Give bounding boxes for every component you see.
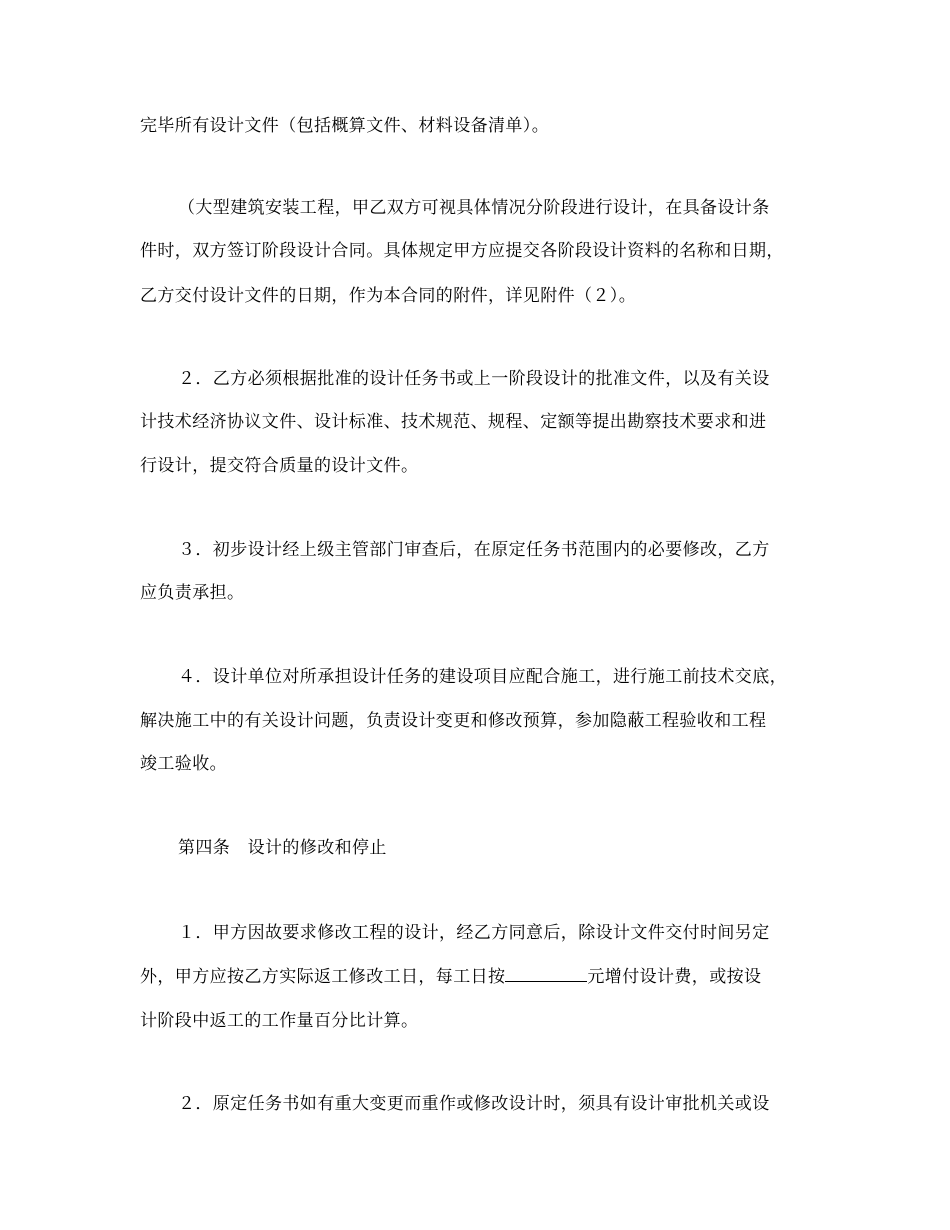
fill-in-blank: [505, 967, 587, 982]
paragraph-line: 计阶段中返工的工作量百分比计算。: [140, 1011, 419, 1031]
paragraph-line: 件时，双方签订阶段设计合同。具体规定甲方应提交各阶段设计资料的名称和日期，: [140, 241, 784, 261]
paragraph-line: 应负责承担。: [140, 583, 245, 603]
paragraph-line: １．甲方因故要求修改工程的设计，经乙方同意后，除设计文件交付时间另定: [178, 923, 770, 943]
paragraph-line: 竣工验收。: [140, 754, 227, 774]
paragraph-line: ３．初步设计经上级主管部门审查后，在原定任务书范围内的必要修改，乙方: [178, 540, 770, 560]
paragraph-line: 行设计，提交符合质量的设计文件。: [140, 456, 419, 476]
paragraph-line: [140, 967, 761, 987]
paragraph-line: ４．设计单位对所承担设计任务的建设项目应配合施工，进行施工前技术交底，: [178, 667, 787, 687]
paragraph-line: ２．乙方必须根据批准的设计任务书或上一阶段设计的批准文件，以及有关设: [178, 369, 770, 389]
paragraph-line: ２．原定任务书如有重大变更而重作或修改设计时，须具有设计审批机关或设: [178, 1094, 770, 1114]
paragraph-line: 完毕所有设计文件（包括概算文件、材料设备清单）。: [140, 116, 550, 136]
paragraph-line: 乙方交付设计文件的日期，作为本合同的附件，详见附件（２）。: [140, 286, 637, 306]
paragraph-line: 计技术经济协议文件、设计标准、技术规范、规程、定额等提出勘察技术要求和进: [140, 412, 767, 432]
paragraph-line: （大型建筑安装工程，甲乙双方可视具体情况分阶段进行设计，在具备设计条: [178, 198, 770, 218]
line-segment: 外，甲方应按乙方实际返工修改工日，每工日按: [140, 967, 506, 987]
section-heading: 第四条 设计的修改和停止: [178, 838, 387, 858]
paragraph-line: 解决施工中的有关设计问题，负责设计变更和修改预算，参加隐蔽工程验收和工程: [140, 711, 767, 731]
line-segment: 元增付设计费，或按设: [587, 967, 762, 987]
